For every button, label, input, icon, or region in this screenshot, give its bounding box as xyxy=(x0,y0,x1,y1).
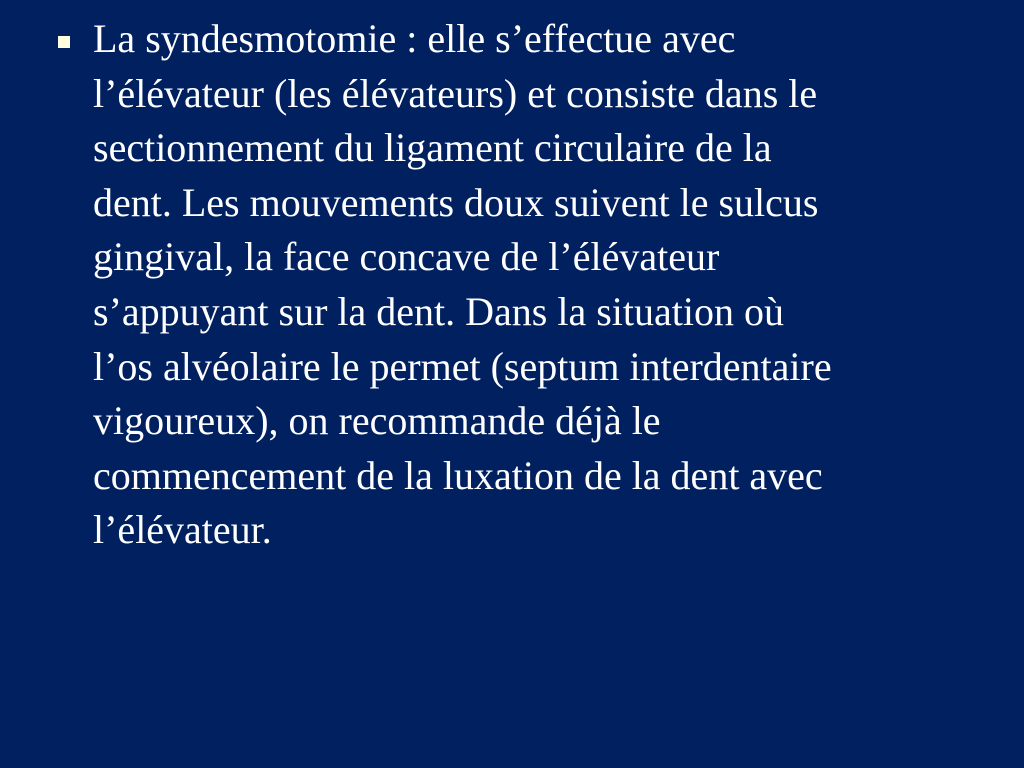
square-bullet-icon xyxy=(58,36,70,48)
bullet-text: La syndesmotomie : elle s’effectue avec l’élévateur (les élévateurs) et consiste dans le sectionnement du ligament circulaire de la dent. Les mouvements doux suivent le sulcus gingival, la face concave de l’élévateur s’appuyant sur la dent. Dans la situation où l’os alvéolaire le permet (septum interdentaire vigoureux), on recommande déjà le commencement de la luxation de la dent avec l’élévateur. xyxy=(93,16,832,553)
